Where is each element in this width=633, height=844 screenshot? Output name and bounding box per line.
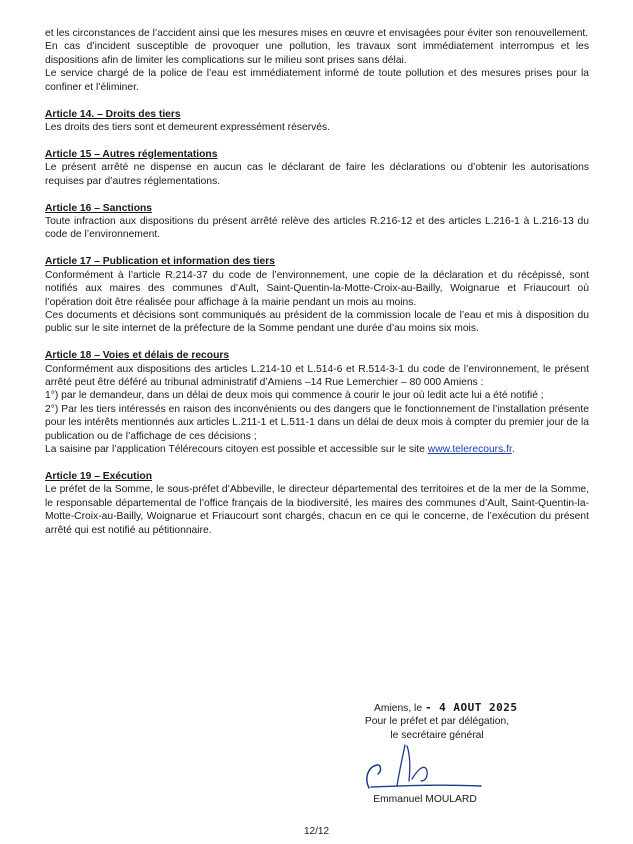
article-14 xyxy=(45,108,589,135)
article-16 xyxy=(45,202,589,242)
article-16-heading: Article 16 – Sanctions xyxy=(45,202,153,214)
signature-title: le secrétaire général xyxy=(390,730,484,741)
document-body xyxy=(45,27,589,537)
telerecours-link[interactable]: www.telerecours.fr xyxy=(427,444,512,456)
article-14-text: Les droits des tiers sont et demeurent expressément réservés. xyxy=(45,121,331,133)
intro-paragraph-3: Le service chargé de la police de l’eau est immédiatement informé de toute pollution et des mesures prises pour la confiner et l’éliminer. xyxy=(45,68,589,93)
handwritten-signature xyxy=(357,741,497,796)
intro-paragraph-1: et les circonstances de l’accident ainsi que les mesures mises en œuvre et envisagées pour éviter son renouvellement. xyxy=(45,28,589,39)
article-17-paragraph-1: Conformément à l’article R.214-37 du code de l’environnement, une copie de la déclaration et du récépissé, sont notifiés aux maires des communes d’Ault, Saint-Quentin-la-Motte-Croix-au-Bailly, Woignarue et Friaucourt où l’opération doit être réalisée pour affichage à la mairie pendant un mois au moins. xyxy=(45,269,589,308)
article-18-heading: Article 18 – Voies et délais de recours xyxy=(45,350,230,362)
signature-delegation: Pour le préfet et par délégation, xyxy=(364,716,510,727)
telerecours-period: . xyxy=(511,444,515,456)
article-18-paragraph-3: 2°) Par les tiers intéressés en raison des inconvénients ou des dangers que le fonctionnement de l’installation présente pour les intérêts mentionnés aux articles L.211-1 et L.511-1 dans un délai de deux mois à compter du premier jour de la publication ou de l’affichage de ces décisions ; xyxy=(45,403,589,442)
article-17-heading: Article 17 – Publication et information des tiers xyxy=(45,256,276,268)
article-14-heading: Article 14. – Droits des tiers xyxy=(45,108,181,120)
signature-place: Amiens, le xyxy=(374,703,425,714)
signatory-name: Emmanuel MOULARD xyxy=(373,794,477,805)
article-15-text: Le présent arrêté ne dispense en aucun cas le déclarant de faire les déclarations ou d’obtenir les autorisations requises par d’autres réglementations. xyxy=(45,162,589,187)
intro-paragraph-2: En cas d’incident susceptible de provoquer une pollution, les travaux sont immédiatement interrompus et les dispositions afin de limiter les complications sur le milieu sont prises sans délai. xyxy=(45,41,589,66)
telerecours-sentence: La saisine par l’application Télérecours citoyen est possible et accessible sur le site xyxy=(45,444,428,456)
article-16-text: Toute infraction aux dispositions du présent arrêté relève des articles R.216-12 et des articles L.216-1 à L.216-13 du code de l’environnement. xyxy=(45,215,589,241)
article-19-heading: Article 19 – Exécution xyxy=(45,470,153,482)
intro-section xyxy=(45,27,589,94)
article-19 xyxy=(45,470,589,537)
article-15-heading: Article 15 – Autres réglementations xyxy=(45,148,218,160)
article-18-paragraph-4 xyxy=(45,443,589,456)
article-17-paragraph-2: Ces documents et décisions sont communiqués au président de la commission locale de l’eau et mis à disposition du public sur le site internet de la préfecture de la Somme pendant une durée d’au moins six mois. xyxy=(45,309,589,335)
signature-date-line xyxy=(374,701,604,715)
article-18 xyxy=(45,349,589,456)
article-15 xyxy=(45,148,589,188)
date-stamp: - 4 AOUT 2025 xyxy=(424,701,518,714)
article-18-paragraph-2: 1°) par le demandeur, dans un délai de deux mois qui commence à courir le jour où ledit acte lui a été notifié ; xyxy=(45,390,544,402)
article-18-paragraph-1: Conformément aux dispositions des articles L.214-10 et L.514-6 et R.514-3-1 du code de l’environnement, le présent arrêté peut être déféré au tribunal administratif d’Amiens –14 Rue Lemerchier – 80 000 Amiens : xyxy=(45,363,589,389)
article-19-text: Le préfet de la Somme, le sous-préfet d’Abbeville, le directeur départemental des territoires et de la mer de la Somme, le responsable départemental de l’office français de la biodiversité, les maires des communes d’Ault, Saint-Quentin-la-Motte-Croix-au-Bailly, Woignarue et Friaucourt sont chargés, chacun en ce qui le concerne, de l’exécution du présent arrêté qui est notifié au pétitionnaire. xyxy=(45,484,589,536)
article-17 xyxy=(45,255,589,335)
page-number: 12/12 xyxy=(303,826,330,837)
